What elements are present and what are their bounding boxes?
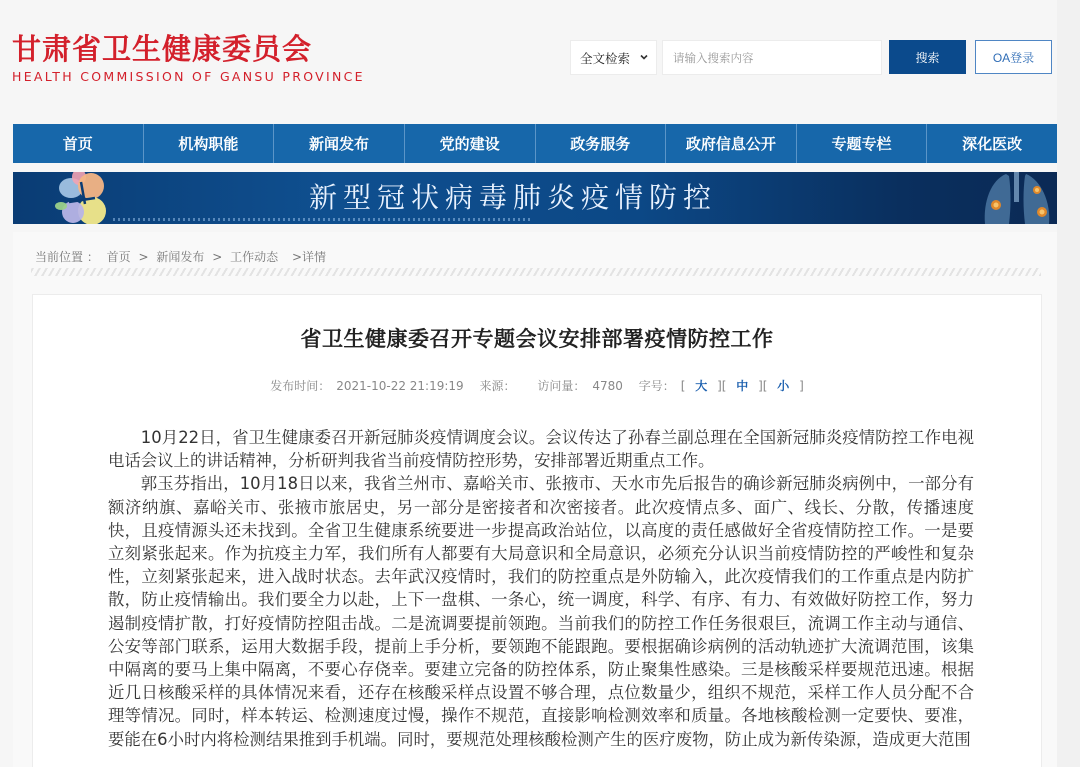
search-scope-value: 全文检索 (580, 50, 631, 66)
search-button[interactable]: 搜索 (889, 40, 966, 74)
publish-time-value: 2021-10-22 21:19:19 (336, 379, 464, 393)
page-right-margin (1057, 0, 1080, 767)
flower-logo-icon (51, 172, 113, 224)
logo-chinese-name: 甘肃省卫生健康委员会 (12, 32, 313, 66)
article-body (108, 426, 974, 751)
article-title: 省卫生健康委召开专题会议安排部署疫情防控工作 (300, 327, 774, 351)
site-header (0, 0, 1080, 115)
source-label: 来源： (479, 379, 516, 393)
lungs-virus-icon (971, 172, 1057, 224)
font-size-label: 字号： (638, 379, 675, 393)
font-size-controls: 字号： [ 大 ][ 中 ][ 小 ] (638, 379, 804, 393)
nav-item-news[interactable]: 新闻发布 (274, 124, 405, 163)
view-count (534, 379, 626, 393)
source (477, 379, 525, 393)
nav-item-special-topics[interactable]: 专题专栏 (797, 124, 928, 163)
publish-time-label: 发布时间： (270, 379, 331, 393)
nav-item-organization[interactable]: 机构职能 (144, 124, 275, 163)
nav-item-information-disclosure[interactable]: 政府信息公开 (666, 124, 797, 163)
breadcrumb-separator: > (138, 250, 149, 264)
nav-item-medical-reform[interactable]: 深化医改 (962, 135, 1023, 153)
publish-time (267, 379, 466, 393)
article-paragraph: 郭玉芬指出，10月18日以来，我省兰州市、嘉峪关市、张掖市、天水市先后报告的确诊新冠肺炎病例中，一部分有额济纳旗、嘉峪关市、张掖市旅居史，另一部分是密接者和次密接者。此次疫情点多、面广、线长、分散，传播速度快，且疫情源头还未找到。全省卫生健康系统要进一步提高政治站位，以高度的责任感做好全省疫情防控工作。一是要立刻紧张起来。作为抗疫主力军，我们所有人都要有大局意识和全局意识，必须充分认识当前疫情防控的严峻性和复杂性，立刻紧张起来，进入战时状态。去年武汉疫情时，我们的防控重点是外防输入，此次疫情我们的工作重点是内防扩散，防止疫情输出。我们要全力以赴，上下一盘棋、一条心，统一调度，科学、有序、有力、有效做好防控工作，努力遏制疫情扩散，打好疫情防控阻击战。二是流调要提前领跑。当前我们的防控工作任务很艰巨，流调工作主动与通信、公安等部门联系，运用大数据手段，提前上手分析，要领跑不能跟跑。要根据确诊病例的活动轨迹扩大流调范围，该集中隔离的要马上集中隔离，不要心存侥幸。要建立完备的防控体系，防止聚集性感染。三是核酸采样要规范迅速。根据近几日核酸采样的具体情况来看，还存在核酸采样点设置不够合理，点位数量少，组织不规范，采样工作人员分配不合理等情况。同时，样本转运、检测速度过慢，操作不规范，直接影响检测效率和质量。各地核酸检测一定要快、要准，要能在6小时内将检测结果推到手机端。同时，要规范处理核酸检测产生的医疗废物，防止成为新传染源，造成更大范围 (108, 474, 974, 749)
article-card (32, 294, 1042, 767)
view-count-label: 访问量： (537, 379, 586, 393)
breadcrumb-separator: > (212, 250, 223, 264)
article-meta (33, 377, 1041, 394)
search-input[interactable] (662, 40, 882, 75)
breadcrumb-separator: > (291, 250, 303, 264)
breadcrumb-prefix: 当前位置 ： (35, 250, 99, 264)
search-scope-select[interactable] (570, 40, 657, 75)
article-paragraph: 10月22日，省卫生健康委召开新冠肺炎疫情调度会议。会议传达了孙春兰副总理在全国新冠肺炎疫情防控工作电视电话会议上的讲话精神，分析研判我省当前疫情防控形势，安排部署近期重点工作。 (108, 428, 974, 471)
banner-title: 新型冠状病毒肺炎疫情防控 (309, 181, 718, 214)
breadcrumb-current: 详情 (302, 250, 327, 264)
breadcrumb-news[interactable]: 新闻发布 (156, 250, 205, 264)
font-size-small-link[interactable]: 小 (777, 379, 790, 393)
site-logo[interactable] (12, 31, 365, 86)
font-size-large-link[interactable]: 大 (695, 379, 708, 393)
nav-item-home[interactable]: 首页 (13, 124, 144, 163)
logo-english-name: HEALTH COMMISSION OF GANSU PROVINCE (12, 69, 365, 84)
nav-item-party-building[interactable]: 党的建设 (405, 124, 536, 163)
main-nav (13, 124, 1057, 163)
breadcrumb-work-updates[interactable]: 工作动态 (230, 250, 279, 264)
covid-banner[interactable] (13, 172, 1057, 224)
chevron-down-icon (639, 52, 649, 62)
oa-login-button[interactable]: OA登录 (975, 40, 1052, 74)
font-size-medium-link[interactable]: 中 (736, 379, 749, 393)
breadcrumb-divider (31, 268, 1041, 276)
nav-item-government-services[interactable]: 政务服务 (536, 124, 667, 163)
breadcrumb (35, 248, 330, 265)
banner-decoration (113, 218, 533, 221)
view-count-value: 4780 (592, 379, 623, 393)
breadcrumb-home[interactable]: 首页 (106, 250, 131, 264)
